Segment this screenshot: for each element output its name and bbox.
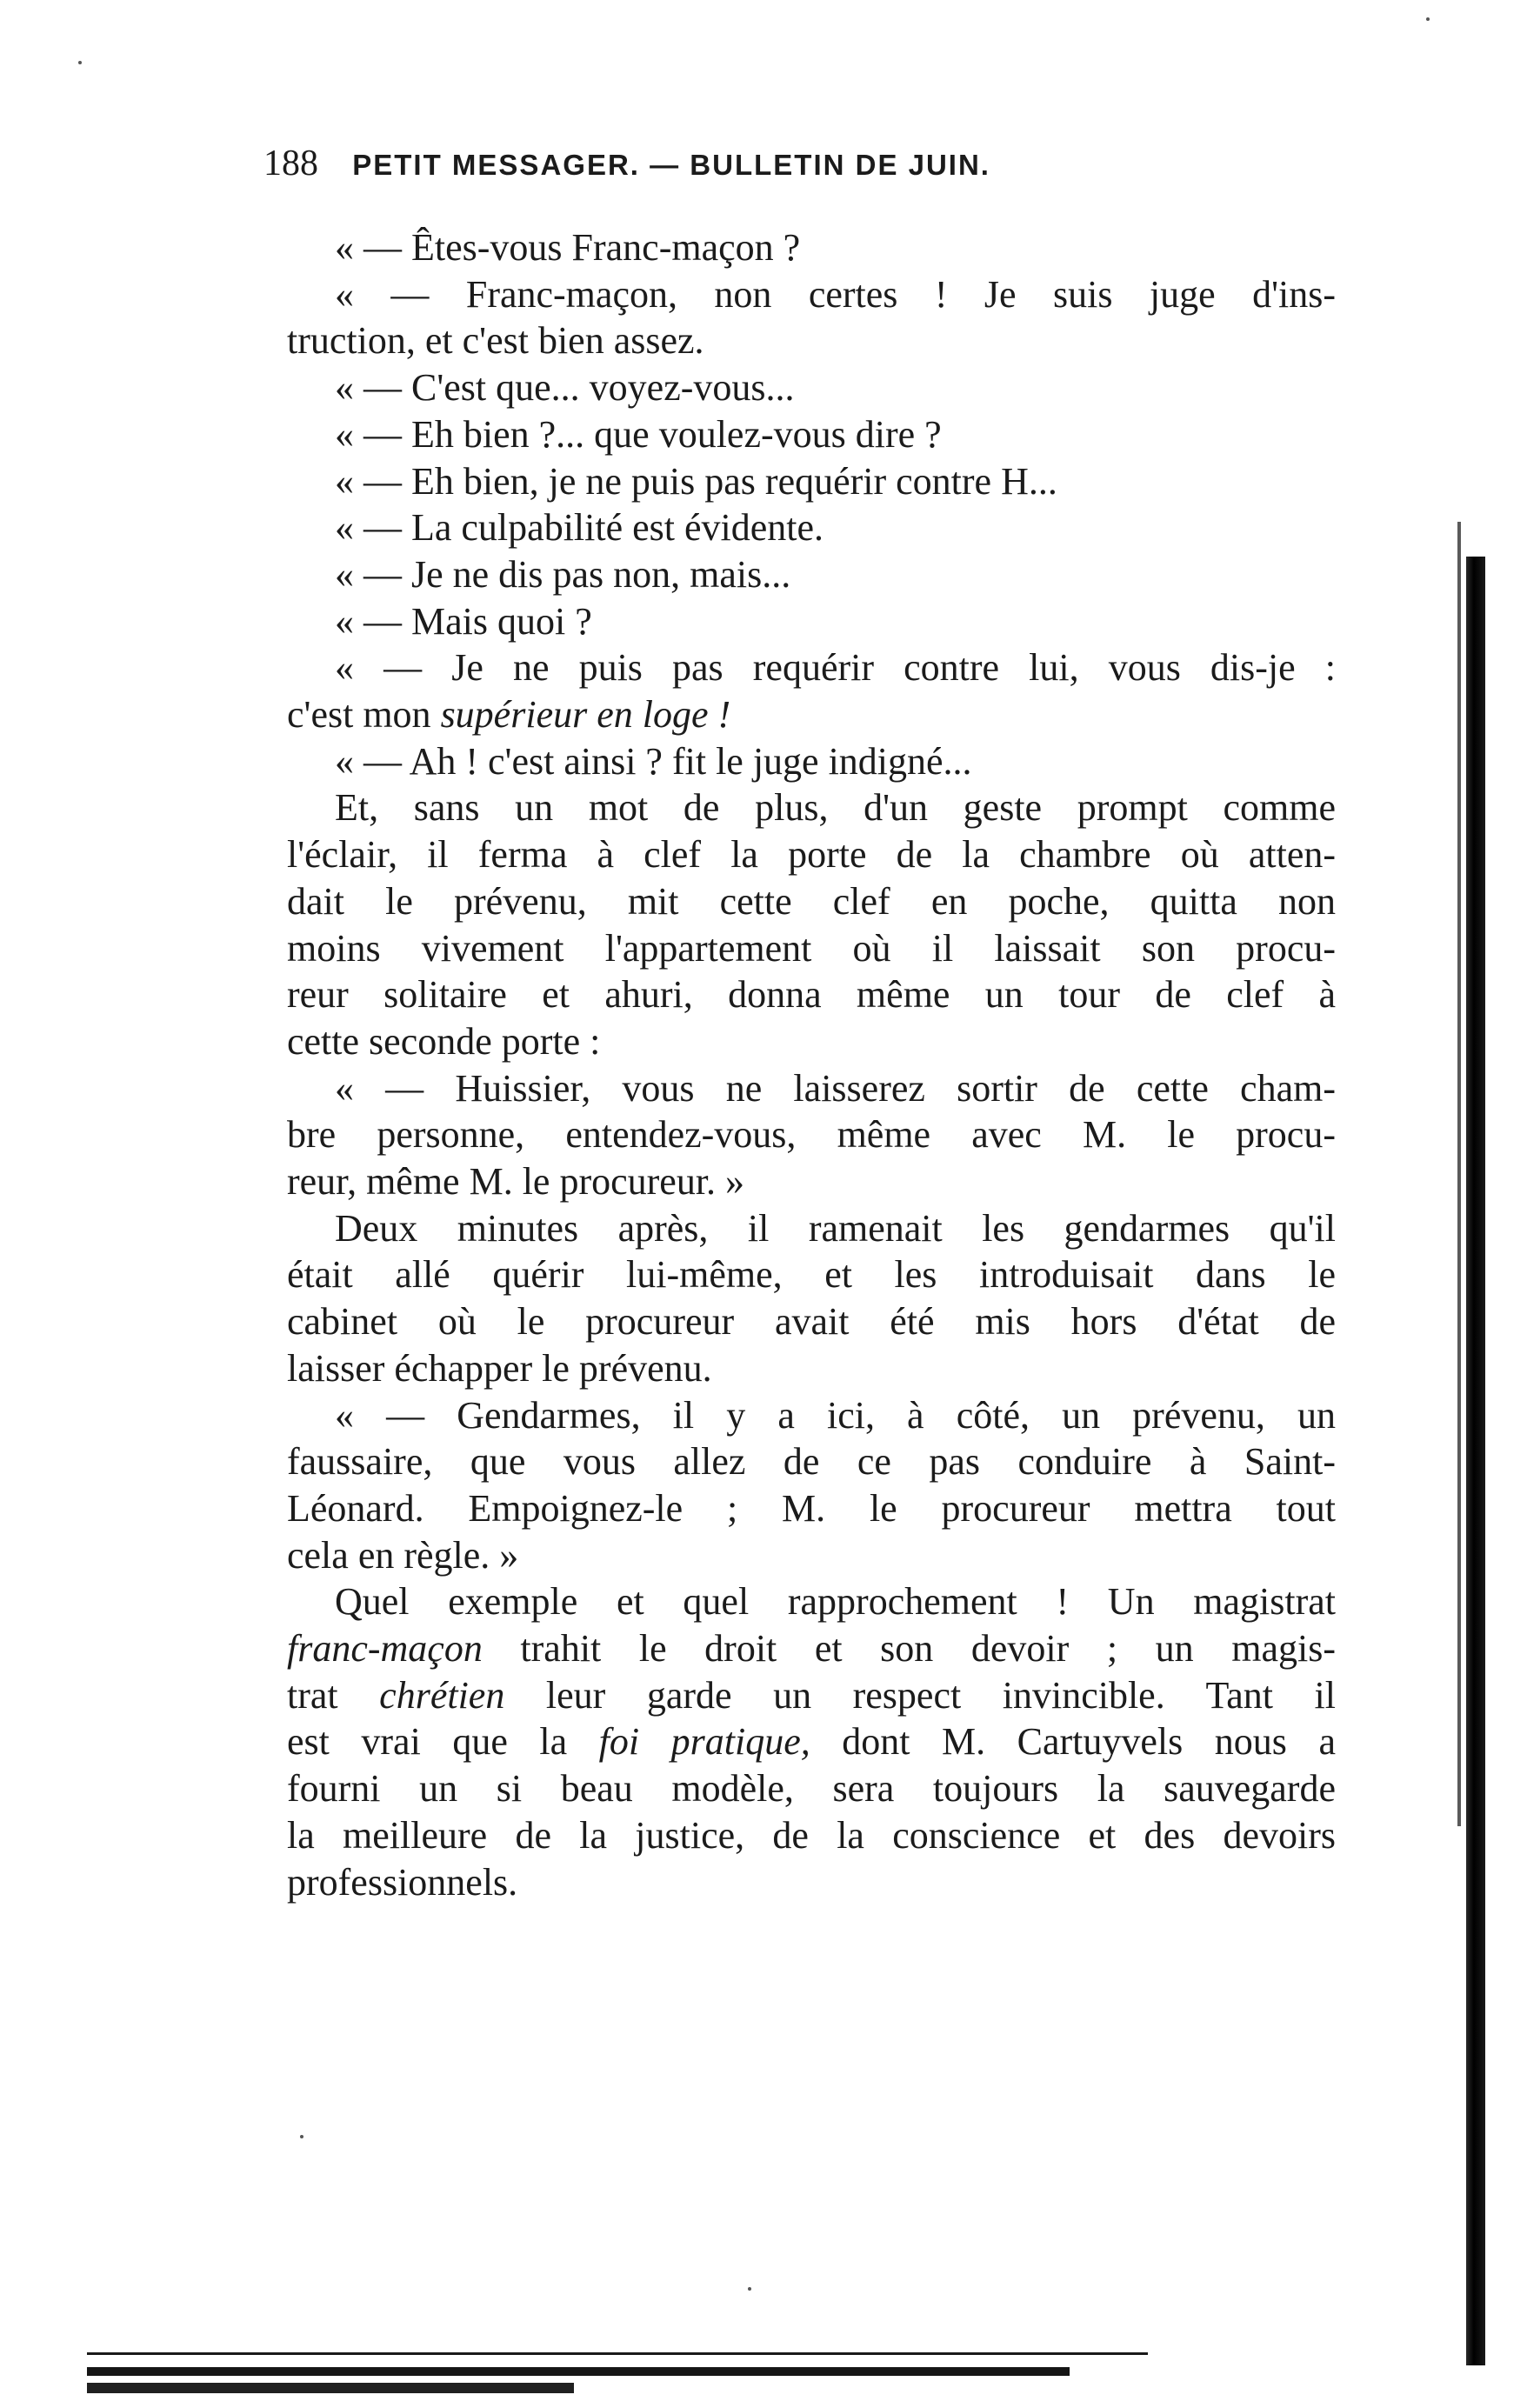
scan-speck <box>748 2287 751 2291</box>
text-segment: cette seconde porte : <box>287 1019 601 1063</box>
text-line <box>335 738 1336 785</box>
text-segment: « — Eh bien, je ne puis pas requérir contre H... <box>335 459 1057 503</box>
text-segment: « — Êtes-vous Franc-maçon ? <box>335 226 801 269</box>
text-segment: « — La culpabilité est évidente. <box>335 506 824 550</box>
text-segment: Et, sans un mot de plus, d'un geste prompt comme <box>335 786 1336 830</box>
text-line <box>287 1018 1336 1065</box>
page-number: 188 <box>263 143 318 183</box>
text-segment: reur solitaire et ahuri, donna même un tour de clef à <box>287 973 1336 1017</box>
text-line <box>335 1578 1336 1625</box>
text-segment: « — Je ne puis pas requérir contre lui, vous dis-je : <box>335 646 1336 690</box>
text-line <box>287 1765 1336 1812</box>
text-segment: Léonard. Empoignez-le ; M. le procureur mettra tout <box>287 1486 1336 1530</box>
text-line <box>287 691 1336 738</box>
text-line <box>287 1625 1336 1672</box>
text-line <box>287 1251 1336 1298</box>
text-segment: trahit le droit et son devoir ; un magis- <box>482 1627 1336 1670</box>
text-segment: l'éclair, il ferma à clef la porte de la chambre où atten- <box>287 833 1336 877</box>
scan-speck <box>300 2135 303 2138</box>
italic-text: supérieur en loge ! <box>440 693 731 736</box>
text-segment: reur, même M. le procureur. » <box>287 1160 745 1203</box>
running-head: PETIT MESSAGER. — BULLETIN DE JUIN. <box>352 149 990 181</box>
text-line <box>287 1298 1336 1345</box>
bottom-edge-bar-short <box>87 2383 574 2393</box>
text-line <box>287 1345 1336 1392</box>
text-segment: moins vivement l'appartement où il laissait son procu- <box>287 926 1336 970</box>
text-segment: la meilleure de la justice, de la conscience et des devoirs <box>287 1813 1336 1857</box>
text-line <box>335 784 1336 831</box>
text-segment: bre personne, entendez-vous, même avec M. le procu- <box>287 1113 1336 1157</box>
text-line <box>335 1392 1336 1439</box>
bottom-edge-line <box>87 2352 1148 2355</box>
page-header <box>263 137 1342 190</box>
text-segment: fourni un si beau modèle, sera toujours la sauvegarde <box>287 1767 1336 1811</box>
text-segment: leur garde un respect invincible. Tant il <box>504 1673 1336 1717</box>
text-line <box>287 1111 1336 1158</box>
text-line <box>287 831 1336 878</box>
text-line <box>335 411 1336 458</box>
text-line <box>287 1158 1336 1205</box>
text-line <box>335 224 1336 271</box>
text-line <box>335 1065 1336 1112</box>
text-line <box>335 1205 1336 1252</box>
page-edge-shadow <box>1466 557 1485 2365</box>
text-segment: dont M. Cartuyvels nous a <box>810 1720 1336 1764</box>
text-line <box>287 1438 1336 1485</box>
scan-speck <box>1426 17 1430 21</box>
italic-text: foi pratique, <box>598 1720 810 1764</box>
text-segment: truction, et c'est bien assez. <box>287 319 704 363</box>
text-segment: « — C'est que... voyez-vous... <box>335 366 795 410</box>
text-segment: dait le prévenu, mit cette clef en poche, quitta non <box>287 879 1336 923</box>
text-line <box>287 1718 1336 1765</box>
text-line <box>287 1485 1336 1532</box>
text-segment: cabinet où le procureur avait été mis hors d'état de <box>287 1300 1336 1344</box>
text-segment: faussaire, que vous allez de ce pas conduire à Saint- <box>287 1440 1336 1484</box>
text-line <box>335 458 1336 505</box>
text-line <box>287 925 1336 972</box>
text-segment: « — Eh bien ?... que voulez-vous dire ? <box>335 412 942 456</box>
text-line <box>335 598 1336 645</box>
page-edge-shadow-thin <box>1457 522 1461 1826</box>
text-line <box>335 504 1336 551</box>
text-segment: professionnels. <box>287 1860 518 1904</box>
text-segment: cela en règle. » <box>287 1533 519 1577</box>
text-line <box>287 1812 1336 1859</box>
text-line <box>335 364 1336 411</box>
text-line <box>335 551 1336 598</box>
text-segment: trat <box>287 1673 380 1717</box>
text-line <box>287 1672 1336 1719</box>
text-segment: Deux minutes après, il ramenait les gendarmes qu'il <box>335 1206 1336 1250</box>
scan-speck <box>78 61 82 64</box>
text-segment: « — Huissier, vous ne laisserez sortir de cette cham- <box>335 1066 1336 1110</box>
text-segment: c'est mon <box>287 693 441 736</box>
text-line <box>335 644 1336 691</box>
text-line <box>335 271 1336 318</box>
text-segment: Quel exemple et quel rapprochement ! Un magistrat <box>335 1580 1336 1624</box>
italic-text: franc-maçon <box>287 1627 483 1670</box>
text-segment: était allé quérir lui-même, et les introduisait dans le <box>287 1253 1336 1297</box>
text-segment: laisser échapper le prévenu. <box>287 1346 712 1390</box>
text-segment: « — Gendarmes, il y a ici, à côté, un prévenu, un <box>335 1393 1336 1437</box>
text-segment: est vrai que la <box>287 1720 599 1764</box>
text-line <box>287 878 1336 925</box>
text-segment: « — Ah ! c'est ainsi ? fit le juge indigné... <box>335 739 972 783</box>
text-segment: « — Mais quoi ? <box>335 599 592 643</box>
text-segment: « — Je ne dis pas non, mais... <box>335 552 791 596</box>
italic-text: chrétien <box>379 1673 505 1717</box>
text-line <box>287 1859 1336 1906</box>
text-segment: « — Franc-maçon, non certes ! Je suis juge d'ins- <box>335 272 1336 316</box>
text-line <box>287 971 1336 1018</box>
bottom-edge-bar <box>87 2367 1070 2376</box>
text-line <box>287 1532 1336 1579</box>
text-line <box>287 317 1336 364</box>
